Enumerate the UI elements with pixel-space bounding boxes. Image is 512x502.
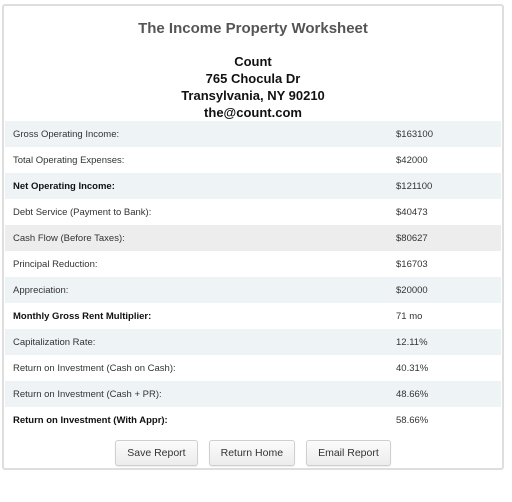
contact-email: the@count.com bbox=[204, 105, 302, 120]
row-roi-cash-pr bbox=[5, 381, 501, 407]
row-value: 58.66% bbox=[396, 414, 429, 426]
save-report-button[interactable]: Save Report bbox=[115, 440, 197, 466]
row-label: Debt Service (Payment to Bank): bbox=[13, 206, 152, 218]
row-label: Return on Investment (With Appr): bbox=[13, 414, 168, 426]
row-label: Capitalization Rate: bbox=[13, 336, 96, 348]
row-value: $163100 bbox=[396, 128, 433, 140]
row-label: Principal Reduction: bbox=[13, 258, 98, 270]
row-gross-operating-income bbox=[5, 121, 501, 147]
row-value: $42000 bbox=[396, 154, 428, 166]
row-roi-cash-on-cash bbox=[5, 355, 501, 381]
row-cash-flow bbox=[5, 225, 501, 251]
action-bar bbox=[4, 440, 502, 466]
row-roi-with-appr bbox=[5, 407, 501, 433]
row-label: Cash Flow (Before Taxes): bbox=[13, 232, 125, 244]
contact-city: Transylvania, NY 90210 bbox=[181, 88, 325, 103]
row-net-operating-income bbox=[5, 173, 501, 199]
row-value: 71 mo bbox=[396, 310, 423, 322]
contact-block bbox=[4, 53, 502, 121]
row-appreciation bbox=[5, 277, 501, 303]
row-value: $40473 bbox=[396, 206, 428, 218]
row-debt-service bbox=[5, 199, 501, 225]
row-value: 40.31% bbox=[396, 362, 429, 374]
row-label: Appreciation: bbox=[13, 284, 69, 296]
row-monthly-grm bbox=[5, 303, 501, 329]
contact-name: Count bbox=[234, 54, 272, 69]
row-label: Return on Investment (Cash + PR): bbox=[13, 388, 162, 400]
row-total-operating-expenses bbox=[5, 147, 501, 173]
row-label: Return on Investment (Cash on Cash): bbox=[13, 362, 176, 374]
row-label: Total Operating Expenses: bbox=[13, 154, 125, 166]
row-value: 12.11% bbox=[396, 336, 428, 348]
email-report-button[interactable]: Email Report bbox=[306, 440, 391, 466]
row-value: $121100 bbox=[396, 180, 433, 192]
page-title: The Income Property Worksheet bbox=[138, 20, 368, 37]
worksheet-panel bbox=[2, 4, 504, 470]
row-value: $16703 bbox=[396, 258, 428, 270]
row-label: Monthly Gross Rent Multiplier: bbox=[13, 310, 152, 322]
row-value: $20000 bbox=[396, 284, 428, 296]
row-principal-reduction bbox=[5, 251, 501, 277]
row-label: Net Operating Income: bbox=[13, 180, 115, 192]
return-home-button[interactable]: Return Home bbox=[209, 440, 295, 466]
row-value: 48.66% bbox=[396, 388, 429, 400]
results-table bbox=[5, 121, 501, 433]
contact-street: 765 Chocula Dr bbox=[205, 71, 301, 86]
row-label: Gross Operating Income: bbox=[13, 128, 120, 140]
row-cap-rate bbox=[5, 329, 501, 355]
row-value: $80627 bbox=[396, 232, 428, 244]
